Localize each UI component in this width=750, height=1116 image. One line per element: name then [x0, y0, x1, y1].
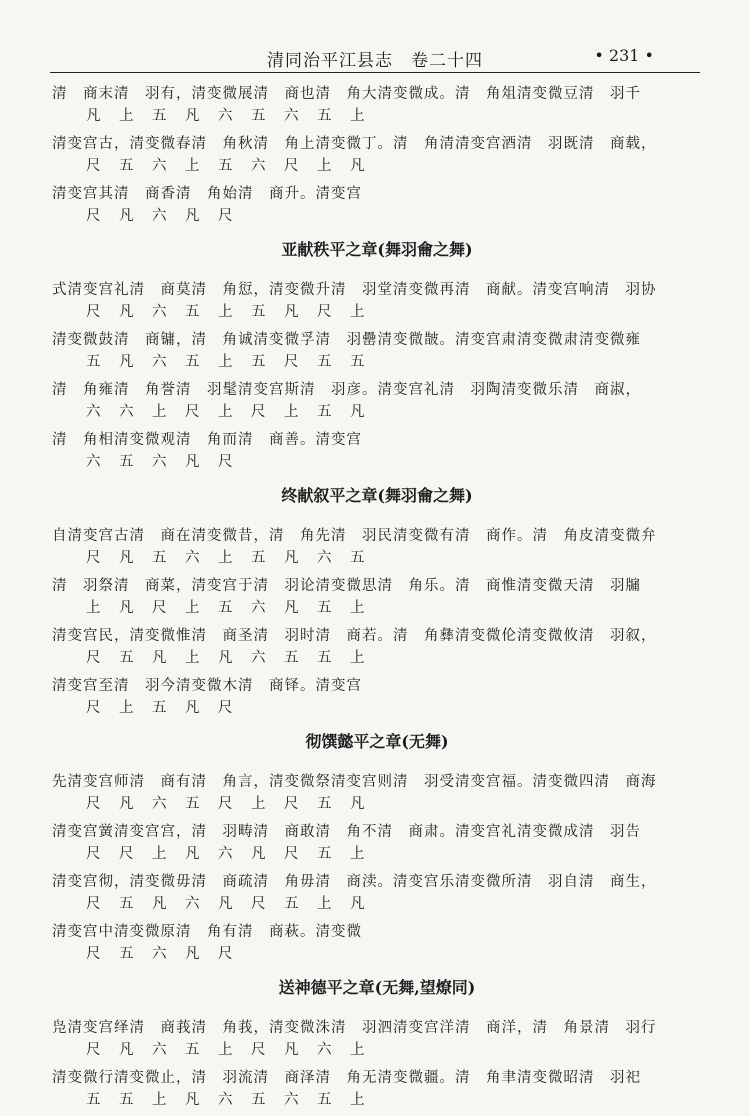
notation-line: 清 羽祭清 商菜，清变宫于清 羽论清变微思清 角乐。清 商惟清变微天清 羽牖: [52, 578, 641, 594]
score-row: [52, 278, 702, 320]
pitch-line: 尺 凡 六 五 上 尺 凡 六 上: [86, 1042, 367, 1058]
notation-line: 式清变宫礼清 商莫清 角愆，清变微升清 羽堂清变微再清 商献。清变宫响清 羽协: [52, 282, 657, 298]
score-row: [52, 820, 702, 862]
pitch-line: 尺 五 凡 上 凡 六 五 五 上: [86, 650, 367, 666]
notation-line: 清变宫民，清变微惟清 商圣清 羽时清 商若。清 角彝清变微伦清变微攸清 羽叙，: [52, 628, 657, 644]
pitch-line: 尺 凡 六 五 上 五 凡 尺 上: [86, 304, 367, 320]
score-row: [52, 770, 702, 812]
chapter-section: [52, 478, 702, 716]
section-title: 终献叙平之章(舞羽龠之舞): [281, 486, 473, 505]
pitch-line: 尺 五 凡 六 凡 尺 五 上 凡: [86, 896, 367, 912]
notation-line: 凫清变宫绎清 商莪清 角莪，清变微洙清 羽泗清变宫洋清 商洋，清 角景清 羽行: [52, 1020, 657, 1036]
pitch-line: 凡 上 五 凡 六 五 六 五 上: [86, 108, 367, 124]
score-row: [52, 428, 702, 470]
pitch-line: 尺 五 六 凡 尺: [86, 946, 235, 962]
header-rule: [50, 72, 700, 73]
score-content: [52, 82, 702, 1116]
sections: [52, 232, 702, 1108]
notation-line: 清 角相清变微观清 角而清 商善。清变宫: [52, 432, 362, 448]
pitch-line: 尺 凡 六 五 尺 上 尺 五 凡: [86, 796, 367, 812]
pitch-line: 尺 上 五 凡 尺: [86, 700, 235, 716]
score-row: [52, 378, 702, 420]
score-row: [52, 870, 702, 912]
running-title: 清同治平江县志 卷二十四: [267, 51, 483, 71]
score-row: [52, 1066, 702, 1108]
score-row: [52, 524, 702, 566]
chapter-section: [52, 232, 702, 470]
score-row: [52, 1016, 702, 1058]
section-title: 彻馔懿平之章(无舞): [305, 732, 449, 751]
pitch-line: 尺 尺 上 凡 六 凡 尺 五 上: [86, 846, 367, 862]
notation-line: 清变宫彻，清变微毋清 商疏清 角毋清 商渎。清变宫乐清变微所清 羽自清 商生，: [52, 874, 657, 890]
section-title: 送神德平之章(无舞,望燎同): [278, 978, 476, 997]
notation-line: 清 商末清 羽有，清变微展清 商也清 角大清变微成。清 角俎清变微豆清 羽千: [52, 86, 641, 102]
pitch-line: 尺 凡 五 六 上 五 凡 六 五: [86, 550, 367, 566]
pitch-line: 六 六 上 尺 上 尺 上 五 凡: [86, 404, 367, 420]
pitch-line: 六 五 六 凡 尺: [86, 454, 235, 470]
notation-line: 清变宫古，清变微春清 角秋清 角上清变微丁。清 角清清变宫酒清 羽既清 商载，: [52, 136, 657, 152]
score-row: [52, 82, 702, 124]
notation-line: 自清变宫古清 商在清变微昔，清 角先清 羽民清变微有清 商作。清 角皮清变微弁: [52, 528, 657, 544]
notation-line: 先清变宫师清 商有清 角言，清变微祭清变宫则清 羽受清变宫福。清变微四清 商海: [52, 774, 657, 790]
notation-line: 清变宫至清 羽今清变微木清 商铎。清变宫: [52, 678, 362, 694]
notation-line: 清 角雍清 角誉清 羽髦清变宫斯清 羽彦。清变宫礼清 羽陶清变微乐清 商淑，: [52, 382, 641, 398]
score-row: [52, 574, 702, 616]
notation-line: 清变宫其清 商香清 角始清 商升。清变宫: [52, 186, 362, 202]
chapter-section: [52, 724, 702, 962]
score-row: [52, 328, 702, 370]
notation-line: 清变微行清变微止，清 羽流清 商泽清 角无清变微疆。清 角聿清变微昭清 羽祀: [52, 1070, 641, 1086]
notation-line: 清变宫黉清变宫宫，清 羽畴清 商敢清 角不清 商肃。清变宫礼清变微成清 羽告: [52, 824, 641, 840]
score-row: [52, 674, 702, 716]
pitch-line: 尺 凡 六 凡 尺: [86, 208, 235, 224]
score-row: [52, 132, 702, 174]
pitch-line: 尺 五 六 上 五 六 尺 上 凡: [86, 158, 367, 174]
intro-block: [52, 82, 702, 224]
score-row: [52, 624, 702, 666]
page-header: [0, 0, 750, 74]
chapter-section: [52, 970, 702, 1108]
pitch-line: 五 凡 六 五 上 五 尺 五 五: [86, 354, 367, 370]
pitch-line: 五 五 上 凡 六 五 六 五 上: [86, 1092, 367, 1108]
section-title: 亚献秩平之章(舞羽龠之舞): [281, 240, 473, 259]
page-number: • 231 •: [594, 46, 654, 65]
score-row: [52, 182, 702, 224]
notation-line: 清变宫中清变微原清 角有清 商萩。清变微: [52, 924, 362, 940]
score-row: [52, 920, 702, 962]
notation-line: 清变微鼓清 商镛，清 角诚清变微孚清 羽罍清变微皵。清变宫肃清变微肃清变微雍: [52, 332, 641, 348]
pitch-line: 上 凡 尺 上 五 六 凡 五 上: [86, 600, 367, 616]
